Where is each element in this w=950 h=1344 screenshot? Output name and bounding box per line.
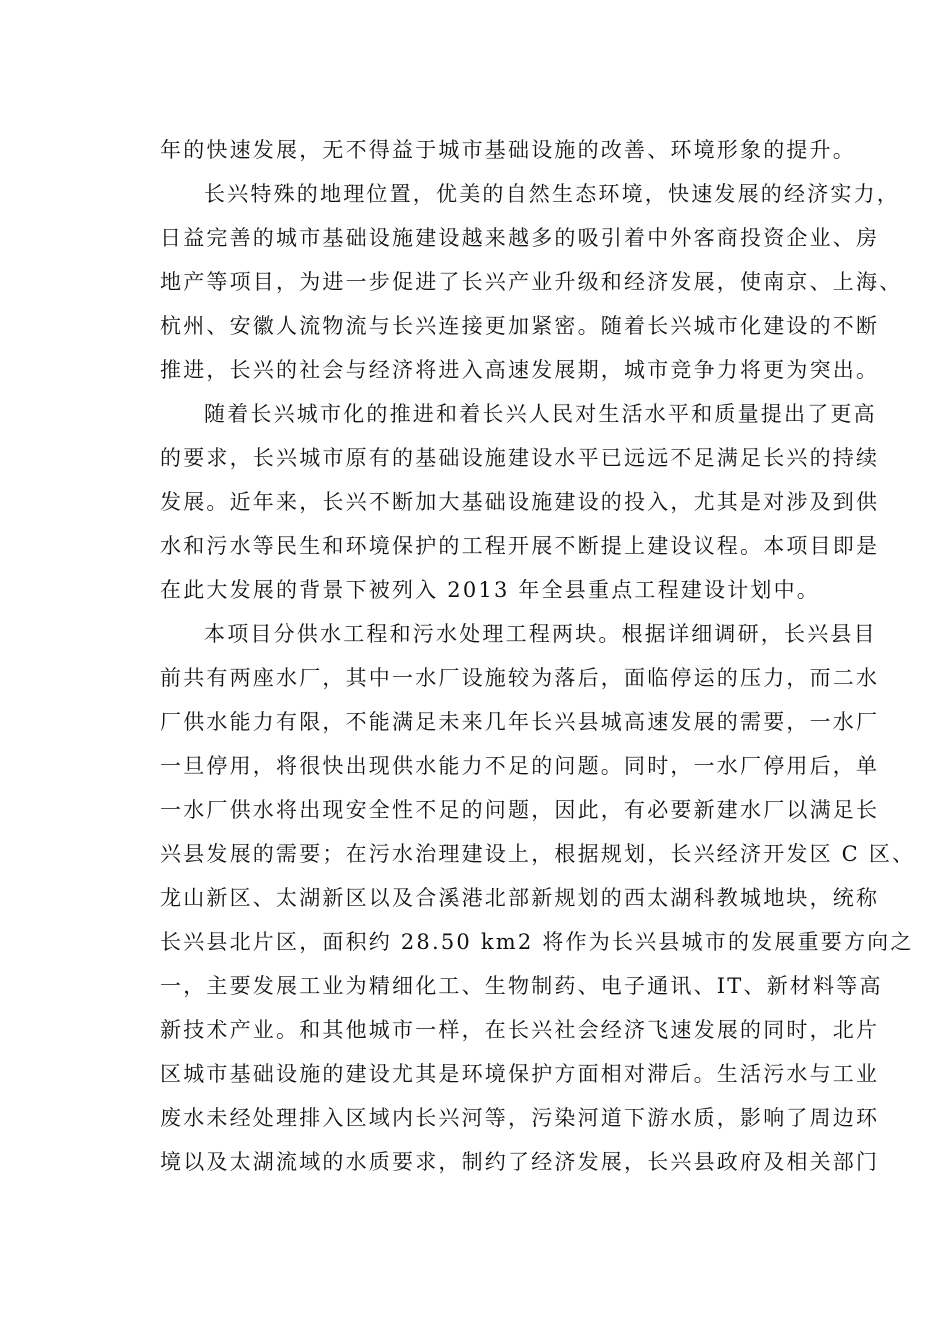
text-line: 水和污水等民生和环境保护的工程开展不断提上建设议程。本项目即是 [160,534,880,558]
text-line: 年的快速发展，无不得益于城市基础设施的改善、环境形象的提升。 [160,138,856,162]
text-line: 在此大发展的背景下被列入 2013 年全县重点工程建设计划中。 [160,578,820,602]
text-line: 新技术产业。和其他城市一样，在长兴社会经济飞速发展的同时，北片 [160,1018,880,1042]
text-line: 一旦停用，将很快出现供水能力不足的问题。同时，一水厂停用后，单 [160,754,880,778]
text-line: 兴县发展的需要；在污水治理建设上，根据规划，长兴经济开发区 C 区、 [160,842,916,866]
text-line: 一水厂供水将出现安全性不足的问题，因此，有必要新建水厂以满足长 [160,798,880,822]
text-line: 区城市基础设施的建设尤其是环境保护方面相对滞后。生活污水与工业 [160,1062,880,1086]
text-line: 厂供水能力有限，不能满足未来几年长兴县城高速发展的需要，一水厂 [160,710,880,734]
paragraph-first-line: 随着长兴城市化的推进和着长兴人民对生活水平和质量提出了更高 [204,402,877,426]
text-line: 前共有两座水厂，其中一水厂设施较为落后，面临停运的压力，而二水 [160,666,880,690]
text-line: 杭州、安徽人流物流与长兴连接更加紧密。随着长兴城市化建设的不断 [160,314,880,338]
text-line: 境以及太湖流域的水质要求，制约了经济发展，长兴县政府及相关部门 [160,1150,880,1174]
paragraph-first-line: 长兴特殊的地理位置，优美的自然生态环境，快速发展的经济实力， [204,182,900,206]
text-line: 的要求，长兴城市原有的基础设施建设水平已远远不足满足长兴的持续 [160,446,880,470]
text-line: 废水未经处理排入区域内长兴河等，污染河道下游水质，影响了周边环 [160,1106,880,1130]
text-line: 一，主要发展工业为精细化工、生物制药、电子通讯、IT、新材料等高 [160,974,883,998]
text-line: 地产等项目，为进一步促进了长兴产业升级和经济发展，使南京、上海、 [160,270,903,294]
text-line: 长兴县北片区，面积约 28.50 km2 将作为长兴县城市的发展重要方向之 [160,930,914,954]
body-text [160,128,916,1184]
text-line: 推进，长兴的社会与经济将进入高速发展期，城市竞争力将更为突出。 [160,358,880,382]
text-line: 日益完善的城市基础设施建设越来越多的吸引着中外客商投资企业、房 [160,226,880,250]
text-line: 发展。近年来，长兴不断加大基础设施建设的投入，尤其是对涉及到供 [160,490,880,514]
paragraph-first-line: 本项目分供水工程和污水处理工程两块。根据详细调研，长兴县目 [204,622,877,646]
text-line: 龙山新区、太湖新区以及合溪港北部新规划的西太湖科教城地块，统称 [160,886,880,910]
